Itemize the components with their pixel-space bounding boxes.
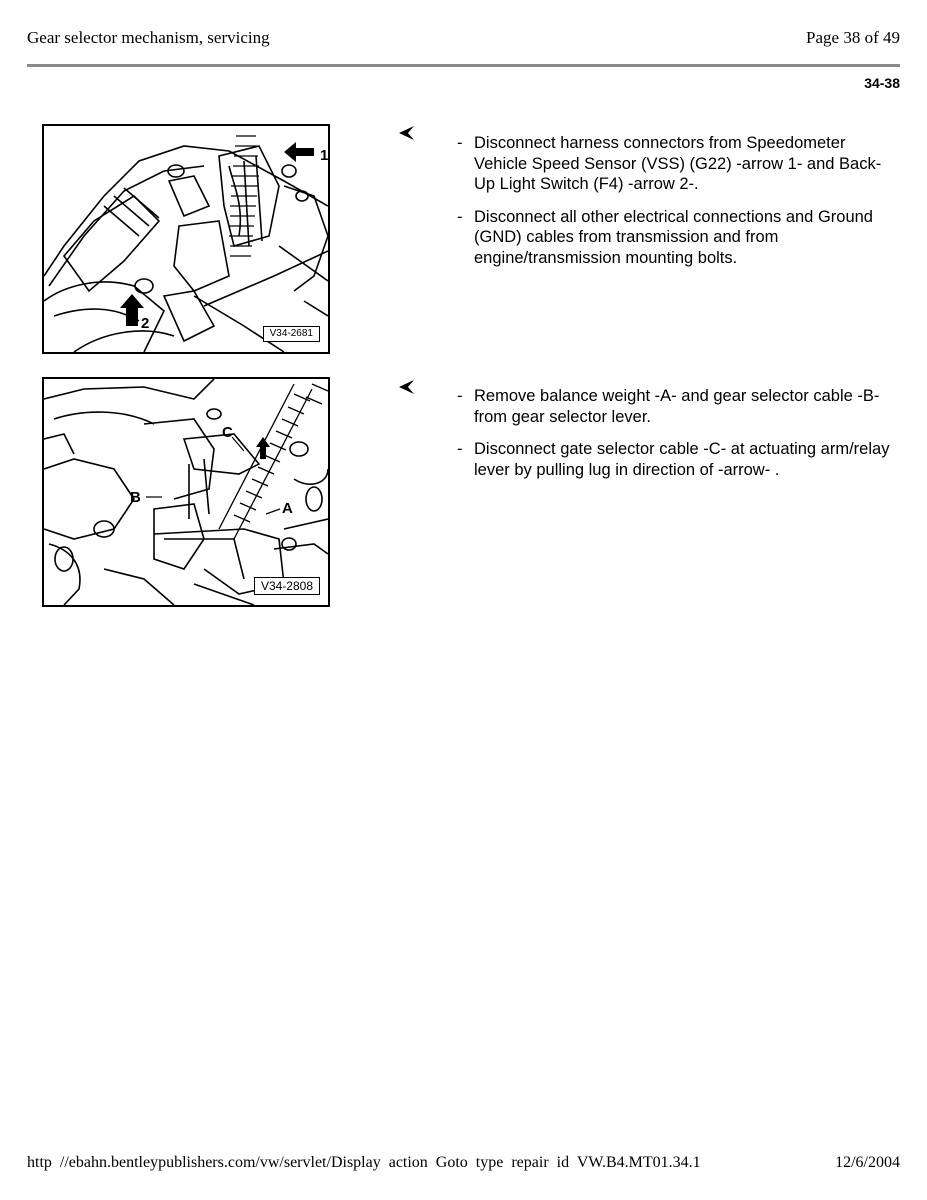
figure-label: V34-2681 (263, 326, 320, 342)
figure-illustration (44, 126, 328, 352)
callout-1: 1 (320, 147, 328, 164)
pointer-left-icon (398, 379, 416, 395)
step-dash: - (457, 134, 463, 152)
callout-b: B (130, 489, 141, 506)
page-counter: Page 38 of 49 (806, 28, 900, 47)
figure-label: V34-2808 (254, 577, 320, 595)
instruction-list (457, 133, 897, 280)
print-date: 12/6/2004 (835, 1154, 900, 1171)
step-text: Remove balance weight -A- and gear selector cable -B- from gear selector lever. (474, 387, 880, 426)
step-dash: - (457, 440, 463, 458)
instruction-step (457, 386, 897, 427)
instruction-list (457, 386, 897, 492)
pointer-left-icon (398, 125, 416, 141)
step-text: Disconnect all other electrical connections and Ground (GND) cables from transmission and from engine/transmission mounting bolts. (474, 207, 873, 267)
callout-a: A (282, 500, 293, 517)
instruction-step (457, 133, 897, 195)
callout-c: C (222, 424, 233, 441)
section-page-number: 34-38 (864, 75, 900, 91)
figure-illustration (44, 379, 328, 605)
figure-speedometer-sensor (42, 124, 330, 354)
step-dash: - (457, 207, 463, 226)
step-text: Disconnect harness connectors from Speedometer Vehicle Speed Sensor (VSS) (G22) -arrow 1- and Back-Up Light Switch (F4) -arrow 2-. (474, 134, 882, 193)
instruction-step (457, 207, 897, 269)
callout-2: 2 (141, 315, 150, 332)
step-text: Disconnect gate selector cable -C- at actuating arm/relay lever by pulling lug in direction of -arrow- . (474, 440, 890, 479)
step-dash: - (457, 387, 463, 405)
header-divider (27, 64, 900, 67)
instruction-step (457, 439, 897, 480)
source-url: http //ebahn.bentleypublishers.com/vw/servlet/Display action Goto type repair id VW.B4.MT01.34.1 (27, 1154, 701, 1171)
figure-gear-selector-cables (42, 377, 330, 607)
page-title: Gear selector mechanism, servicing (27, 28, 270, 47)
